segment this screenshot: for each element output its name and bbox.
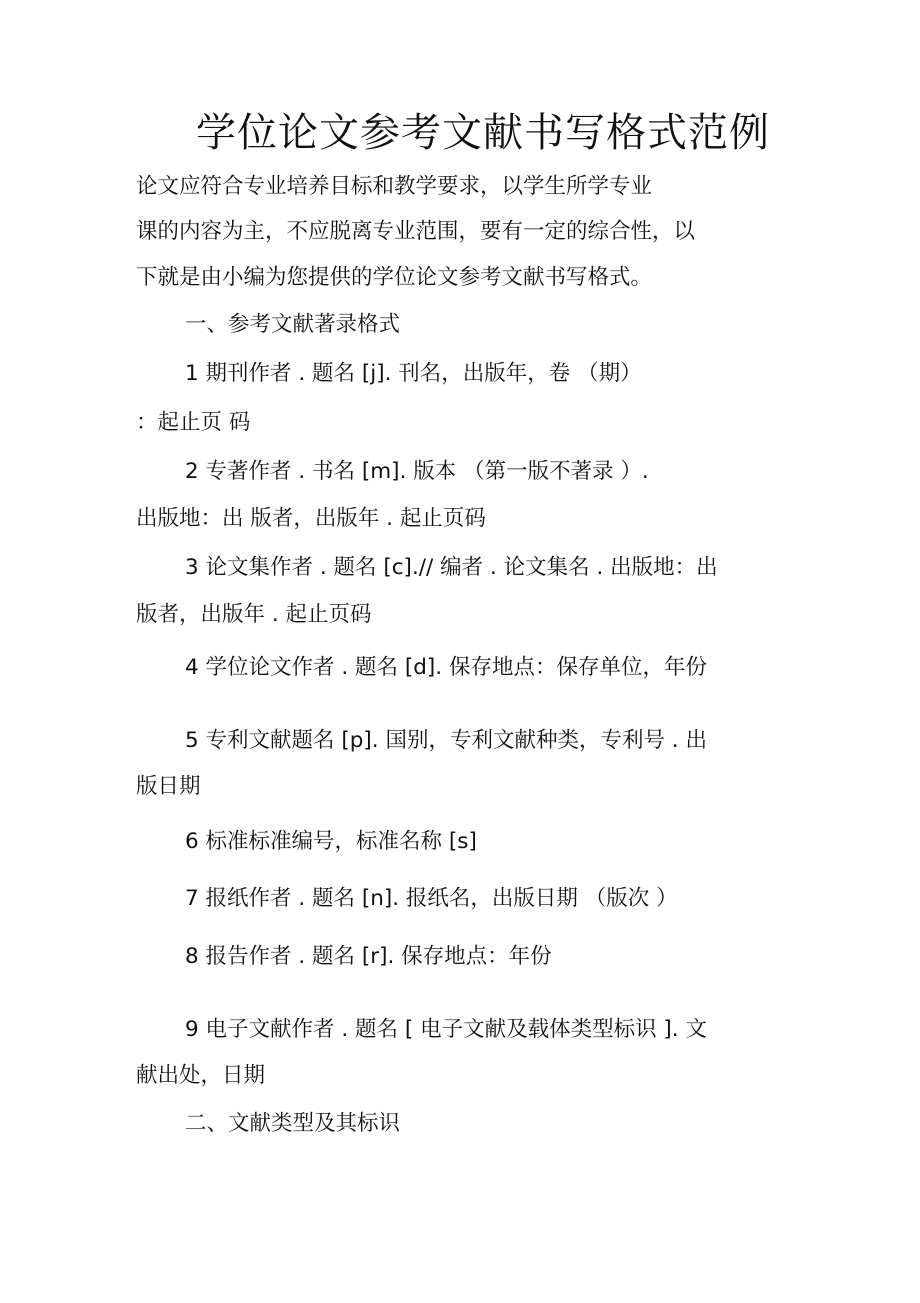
list-item: 2 专著作者 . 书名 [m]. 版本 （第一版不著录 ）. [185, 459, 649, 484]
list-item-continuation: 版日期 [136, 774, 201, 799]
list-item: 9 电子文献作者 . 题名 [ 电子文献及载体类型标识 ]. 文 [185, 1017, 707, 1042]
section-heading: 二、文献类型及其标识 [185, 1111, 401, 1136]
list-item: 1 期刊作者 . 题名 [j]. 刊名，出版年，卷 （期） [185, 361, 642, 386]
list-item-continuation: ：起止页 码 [136, 410, 251, 435]
intro-line: 下就是由小编为您提供的学位论文参考文献书写格式。 [136, 265, 653, 290]
intro-line: 课的内容为主，不应脱离专业范围，要有一定的综合性，以 [136, 219, 696, 244]
document-title: 学位论文参考文献书写格式范例 [196, 110, 770, 156]
list-item: 6 标准标准编号，标准名称 [s] [185, 829, 477, 854]
list-item-continuation: 出版地：出 版者，出版年 . 起止页码 [136, 506, 486, 531]
intro-line: 论文应符合专业培养目标和教学要求，以学生所学专业 [136, 174, 653, 199]
section-heading: 一、参考文献著录格式 [185, 312, 401, 337]
list-item-continuation: 版者，出版年 . 起止页码 [136, 602, 372, 627]
list-item: 4 学位论文作者 . 题名 [d]. 保存地点：保存单位，年份 [185, 655, 707, 680]
list-item: 5 专利文献题名 [p]. 国别，专利文献种类，专利号 . 出 [185, 728, 707, 753]
list-item: 7 报纸作者 . 题名 [n]. 报纸名，出版日期 （版次 ） [185, 886, 678, 911]
list-item: 3 论文集作者 . 题名 [c].// 编者 . 论文集名 . 出版地：出 [185, 555, 718, 580]
list-item-continuation: 献出处，日期 [136, 1063, 266, 1088]
list-item: 8 报告作者 . 题名 [r]. 保存地点：年份 [185, 944, 552, 969]
